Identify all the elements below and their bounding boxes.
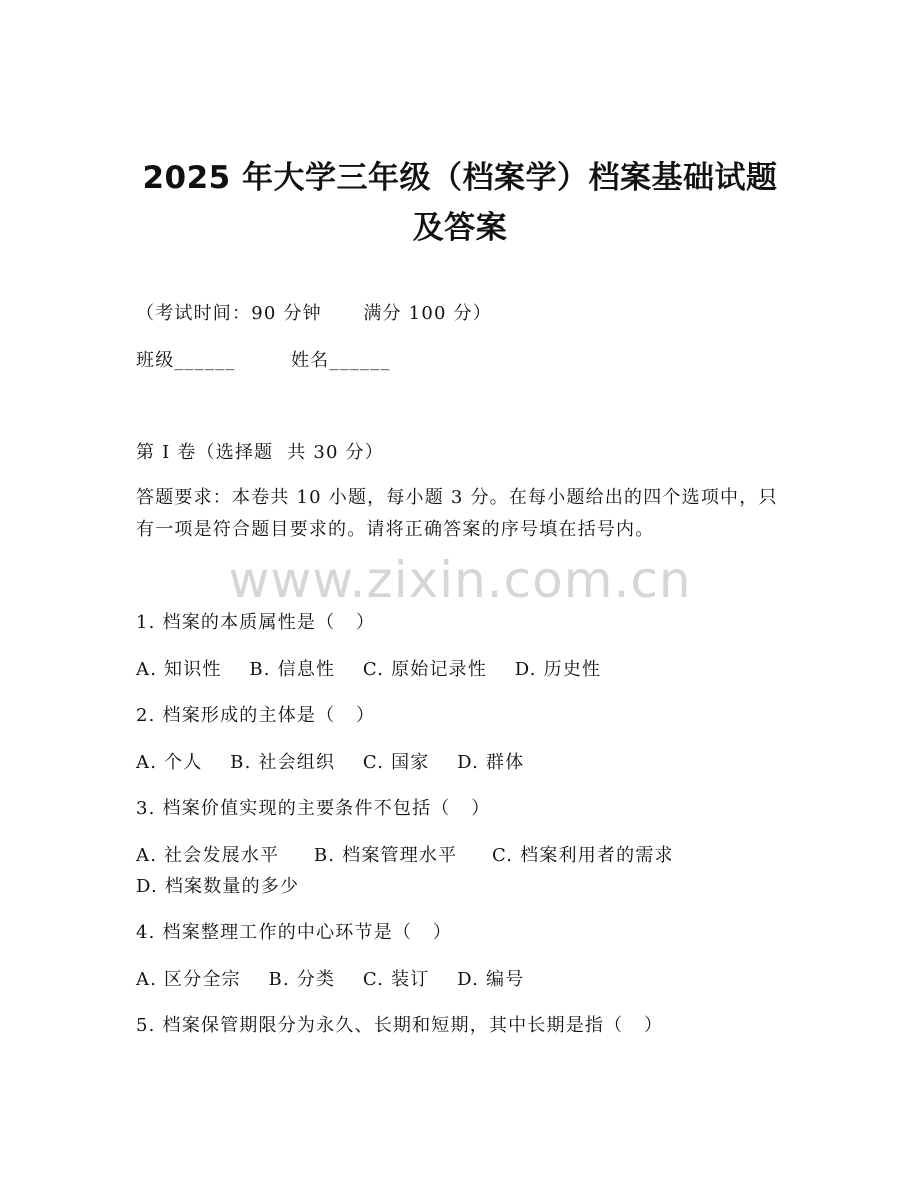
option-b: B. 信息性 — [249, 659, 336, 680]
question-5-stem: 5. 档案保管期限分为永久、长期和短期，其中长期是指（ ） — [136, 1015, 664, 1036]
document-title-line-1: 2025 年大学三年级（档案学）档案基础试题 — [142, 160, 778, 196]
option-b: B. 分类 — [268, 969, 336, 990]
option-c: C. 国家 — [362, 752, 430, 773]
question-2-options — [136, 750, 524, 776]
question-2-stem: 2. 档案形成的主体是（ ） — [136, 705, 376, 726]
section-heading: 第 I 卷（选择题 共 30 分） — [136, 442, 384, 463]
question-3-options-line-2 — [136, 874, 299, 900]
option-b: B. 档案管理水平 — [313, 845, 458, 866]
option-d: D. 档案数量的多少 — [136, 876, 300, 897]
question-3-options-line-1 — [136, 843, 674, 869]
option-c: C. 原始记录性 — [362, 659, 488, 680]
option-c: C. 装订 — [362, 969, 430, 990]
option-a: A. 区分全宗 — [136, 969, 241, 990]
class-name-fields: 班级______ 姓名______ — [136, 350, 391, 371]
question-4-stem: 4. 档案整理工作的中心环节是（ ） — [136, 922, 453, 943]
option-a: A. 知识性 — [136, 659, 222, 680]
question-1-options — [136, 657, 601, 683]
option-b: B. 社会组织 — [230, 752, 336, 773]
question-1-stem: 1. 档案的本质属性是（ ） — [136, 612, 376, 633]
question-4-options — [136, 967, 524, 993]
option-d: D. 编号 — [457, 969, 525, 990]
document-title-line-2: 及答案 — [412, 210, 508, 246]
option-d: D. 群体 — [457, 752, 525, 773]
answer-instructions: 答题要求：本卷共 10 小题，每小题 3 分。在每小题给出的四个选项中，只有一项是符合题目要求的。请将正确答案的序号填在括号内。 — [136, 487, 778, 540]
option-d: D. 历史性 — [514, 659, 602, 680]
option-a: A. 社会发展水平 — [136, 845, 280, 866]
watermark: www.zixin.com.cn — [228, 551, 692, 609]
option-c: C. 档案利用者的需求 — [491, 845, 674, 866]
question-3-stem: 3. 档案价值实现的主要条件不包括（ ） — [136, 798, 491, 819]
option-a: A. 个人 — [136, 752, 203, 773]
exam-info: （考试时间：90 分钟 满分 100 分） — [136, 303, 492, 324]
